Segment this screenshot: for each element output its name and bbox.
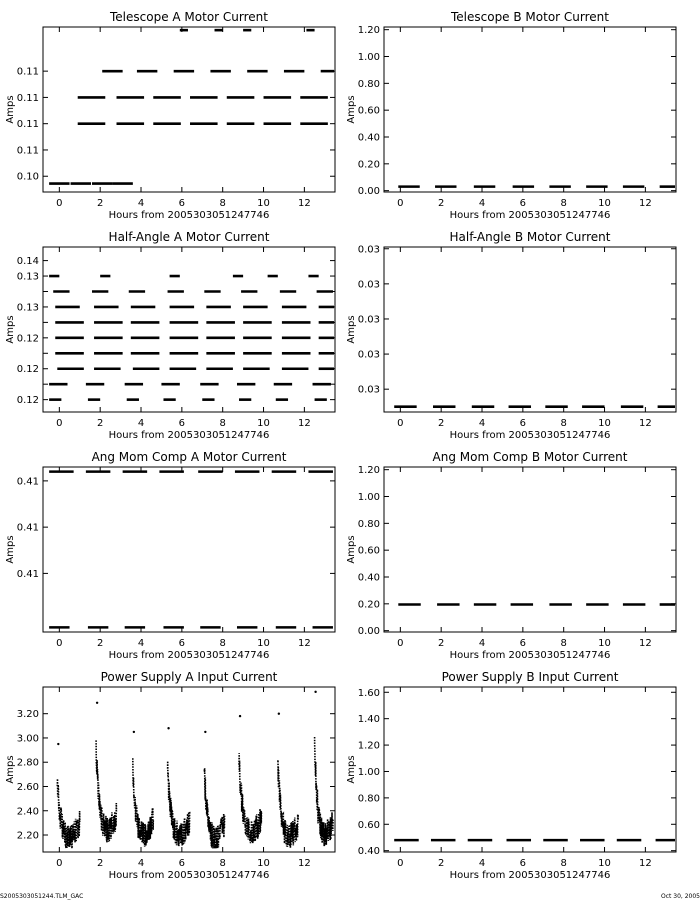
x-tick-label: 0: [56, 858, 63, 869]
y-axis-label: Amps: [5, 95, 16, 124]
chart-panel: [5, 10, 335, 221]
chart-title: Power Supply A Input Current: [100, 670, 278, 684]
y-tick-label: 0.03: [357, 349, 380, 361]
plot-frame: [43, 467, 335, 632]
data-cycle: [278, 760, 298, 848]
footer-filename: S2005303051244.TLM_GAC: [0, 893, 84, 900]
x-axis-label: Hours from 2005303051247746: [449, 650, 611, 661]
x-tick-label: 4: [137, 198, 145, 209]
x-tick-label: 6: [178, 198, 186, 209]
data-point: [204, 731, 206, 733]
y-tick-label: 3.00: [16, 733, 39, 745]
x-tick-label: 0: [397, 638, 404, 649]
y-axis-label: Amps: [5, 535, 16, 564]
x-tick-label: 12: [639, 418, 652, 429]
x-tick-label: 6: [519, 858, 527, 869]
x-tick-label: 10: [257, 198, 270, 209]
data-cycle: [57, 779, 80, 849]
x-tick-label: 2: [96, 638, 104, 649]
plot-frame: [43, 247, 335, 412]
chart-panel: [346, 10, 676, 221]
x-tick-label: 8: [219, 638, 226, 649]
x-axis-label: Hours from 2005303051247746: [449, 210, 611, 221]
x-tick-label: 0: [56, 198, 63, 209]
data-cycle: [96, 740, 116, 842]
x-tick-label: 4: [478, 418, 486, 429]
chart-title: Telescope B Motor Current: [450, 10, 610, 24]
x-tick-label: 4: [137, 418, 145, 429]
x-tick-label: 6: [178, 858, 186, 869]
x-tick-label: 12: [298, 418, 311, 429]
data-point: [133, 731, 135, 733]
x-tick-label: 12: [639, 198, 652, 209]
x-tick-label: 8: [219, 858, 226, 869]
data-cycle: [315, 737, 333, 846]
x-tick-label: 4: [478, 198, 486, 209]
chart-panel: [346, 230, 676, 441]
y-tick-label: 0.03: [357, 279, 380, 291]
footer-date: Oct 30, 2005: [661, 893, 700, 900]
x-tick-label: 6: [178, 418, 186, 429]
x-tick-label: 10: [598, 198, 611, 209]
x-tick-label: 10: [598, 418, 611, 429]
y-tick-label: 0.00: [357, 186, 380, 198]
chart-title: Ang Mom Comp B Motor Current: [432, 450, 628, 464]
x-tick-label: 6: [178, 638, 186, 649]
x-axis-label: Hours from 2005303051247746: [108, 430, 270, 441]
y-tick-label: 0.40: [357, 132, 380, 144]
data-point: [57, 743, 59, 745]
y-tick-label: 0.12: [16, 364, 39, 376]
data-cycle: [204, 768, 224, 848]
x-axis-label: Hours from 2005303051247746: [108, 870, 270, 881]
plot-frame: [384, 247, 676, 412]
data-point: [278, 712, 280, 714]
chart-panel: [5, 450, 335, 661]
y-axis-label: Amps: [5, 755, 16, 784]
y-tick-label: 1.20: [357, 740, 380, 752]
data-point: [239, 715, 241, 717]
y-tick-label: 0.12: [16, 333, 39, 345]
x-tick-label: 12: [639, 638, 652, 649]
y-tick-label: 0.14: [16, 256, 39, 268]
y-tick-label: 0.12: [16, 395, 39, 407]
x-tick-label: 2: [96, 418, 104, 429]
x-tick-label: 6: [519, 418, 527, 429]
y-tick-label: 0.41: [16, 522, 39, 534]
y-tick-label: 0.40: [357, 846, 380, 858]
data-point: [96, 702, 98, 704]
y-tick-label: 0.20: [357, 599, 380, 611]
plot-frame: [384, 27, 676, 192]
x-tick-label: 12: [639, 858, 652, 869]
y-axis-label: Amps: [346, 755, 357, 784]
x-tick-label: 10: [257, 638, 270, 649]
x-tick-label: 4: [478, 638, 486, 649]
y-tick-label: 1.60: [357, 687, 380, 699]
chart-title: Half-Angle B Motor Current: [449, 230, 611, 244]
y-axis-label: Amps: [5, 315, 16, 344]
x-tick-label: 0: [56, 418, 63, 429]
x-tick-label: 12: [298, 198, 311, 209]
y-axis-label: Amps: [346, 95, 357, 124]
x-axis-label: Hours from 2005303051247746: [108, 210, 270, 221]
chart-title: Ang Mom Comp A Motor Current: [91, 450, 287, 464]
y-tick-label: 0.20: [357, 159, 380, 171]
data-point: [314, 691, 316, 693]
x-tick-label: 8: [219, 198, 226, 209]
x-tick-label: 10: [257, 418, 270, 429]
chart-panel: [346, 450, 676, 661]
x-tick-label: 2: [437, 638, 445, 649]
y-tick-label: 0.80: [357, 518, 380, 530]
y-tick-label: 3.20: [16, 709, 39, 721]
y-tick-label: 0.60: [357, 545, 380, 557]
x-tick-label: 2: [437, 858, 445, 869]
y-tick-label: 0.60: [357, 819, 380, 831]
y-tick-label: 0.13: [16, 271, 39, 283]
y-tick-label: 1.00: [357, 52, 380, 64]
y-tick-label: 0.11: [16, 119, 39, 131]
x-tick-label: 0: [397, 858, 404, 869]
y-tick-label: 1.40: [357, 714, 380, 726]
y-tick-label: 2.80: [16, 757, 39, 769]
chart-title: Half-Angle A Motor Current: [108, 230, 270, 244]
x-tick-label: 12: [298, 858, 311, 869]
x-tick-label: 2: [437, 198, 445, 209]
y-tick-label: 0.00: [357, 626, 380, 638]
y-axis-label: Amps: [346, 535, 357, 564]
data-cycle: [168, 761, 190, 846]
y-tick-label: 1.20: [357, 465, 380, 477]
x-tick-label: 8: [560, 198, 567, 209]
y-tick-label: 1.00: [357, 492, 380, 504]
x-tick-label: 0: [397, 198, 404, 209]
y-tick-label: 0.03: [357, 314, 380, 326]
x-axis-label: Hours from 2005303051247746: [449, 870, 611, 881]
y-tick-label: 2.60: [16, 781, 39, 793]
x-tick-label: 8: [560, 638, 567, 649]
x-tick-label: 4: [478, 858, 486, 869]
chart-title: Telescope A Motor Current: [110, 10, 268, 24]
x-axis-label: Hours from 2005303051247746: [449, 430, 611, 441]
chart-panel: [5, 230, 335, 441]
x-tick-label: 2: [96, 858, 104, 869]
chart-panel: [346, 670, 676, 881]
x-tick-label: 10: [598, 858, 611, 869]
y-tick-label: 0.40: [357, 572, 380, 584]
data-cycle: [239, 753, 262, 843]
x-axis-label: Hours from 2005303051247746: [108, 650, 270, 661]
chart-title: Power Supply B Input Current: [441, 670, 619, 684]
y-tick-label: 0.11: [16, 92, 39, 104]
x-tick-label: 2: [437, 418, 445, 429]
x-tick-label: 4: [137, 858, 145, 869]
x-tick-label: 10: [257, 858, 270, 869]
x-tick-label: 6: [519, 198, 527, 209]
x-tick-label: 4: [137, 638, 145, 649]
x-tick-label: 0: [397, 418, 404, 429]
y-tick-label: 2.40: [16, 806, 39, 818]
y-tick-label: 1.00: [357, 766, 380, 778]
y-tick-label: 0.80: [357, 78, 380, 90]
y-tick-label: 2.20: [16, 830, 39, 842]
data-cycle: [133, 758, 154, 846]
x-tick-label: 10: [598, 638, 611, 649]
y-tick-label: 0.60: [357, 105, 380, 117]
x-tick-label: 2: [96, 198, 104, 209]
x-tick-label: 6: [519, 638, 527, 649]
x-tick-label: 8: [219, 418, 226, 429]
x-tick-label: 8: [560, 858, 567, 869]
y-tick-label: 0.03: [357, 384, 380, 396]
y-tick-label: 0.03: [357, 244, 380, 256]
data-point: [167, 727, 169, 729]
x-tick-label: 0: [56, 638, 63, 649]
y-tick-label: 0.80: [357, 793, 380, 805]
y-tick-label: 0.11: [16, 66, 39, 78]
y-tick-label: 0.13: [16, 302, 39, 314]
plot-frame: [43, 27, 335, 192]
x-tick-label: 8: [560, 418, 567, 429]
y-tick-label: 0.10: [16, 171, 39, 183]
y-tick-label: 1.20: [357, 25, 380, 37]
x-tick-label: 12: [298, 638, 311, 649]
plot-frame: [384, 467, 676, 632]
plot-frame: [384, 687, 676, 852]
y-tick-label: 0.41: [16, 568, 39, 580]
y-tick-label: 0.11: [16, 145, 39, 157]
y-tick-label: 0.41: [16, 476, 39, 488]
y-axis-label: Amps: [346, 315, 357, 344]
chart-panel: [5, 670, 335, 881]
